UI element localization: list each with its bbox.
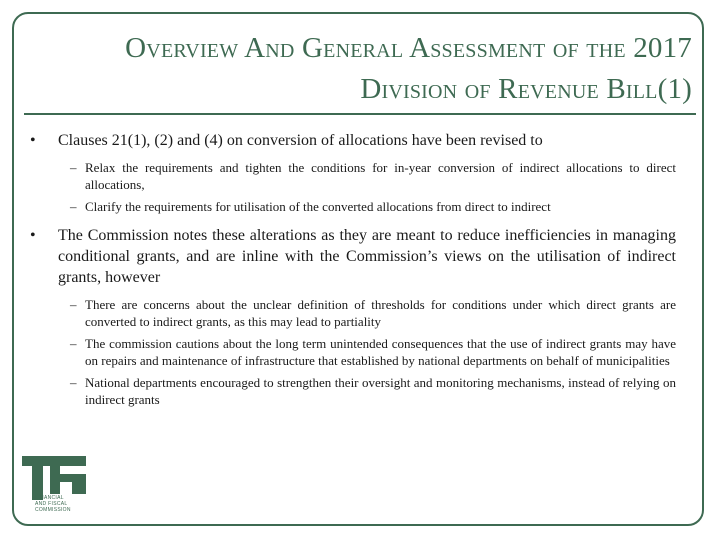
sub-bullet-1-2 <box>28 198 676 215</box>
title-line-1: Overview And General Assessment of the 2017 <box>125 32 692 64</box>
title-divider <box>24 113 696 115</box>
slide-title <box>32 28 692 110</box>
sub-bullet-2-3 <box>28 374 676 408</box>
sub-bullet-2-1-text: There are concerns about the unclear definition of thresholds for conditions under which direct grants are converted to indirect grants, as this may lead to partiality <box>85 297 676 329</box>
dash-marker: – <box>70 199 77 214</box>
sub-bullet-2-2-text: The commission cautions about the long term unintended consequences that the use of indirect grants may have on repairs and maintenance of infrastructure that established by national departments on behalf of municipalities <box>85 336 676 368</box>
bullet-1-text: Clauses 21(1), (2) and (4) on conversion of allocations have been revised to <box>58 132 543 149</box>
ffc-logo <box>20 454 90 532</box>
sub-bullet-2-2 <box>28 335 676 369</box>
dash-marker: – <box>70 336 77 351</box>
bullet-marker: • <box>30 227 36 244</box>
bullet-2 <box>28 225 676 288</box>
logo-line-3: COMMISSION <box>35 507 71 513</box>
sub-bullet-1-1 <box>28 159 676 193</box>
dash-marker: – <box>70 297 77 312</box>
bullet-1 <box>28 130 676 151</box>
dash-marker: – <box>70 160 77 175</box>
slide-body <box>28 130 676 413</box>
dash-marker: – <box>70 375 77 390</box>
sub-bullet-2-3-text: National departments encouraged to strengthen their oversight and monitoring mechanisms, instead of relying on indirect grants <box>85 375 676 407</box>
sub-bullet-1-2-text: Clarify the requirements for utilisation of the converted allocations from direct to indirect <box>85 199 551 214</box>
logo-line-2: AND FISCAL <box>35 501 68 507</box>
sub-bullet-2-1 <box>28 296 676 330</box>
logo-wordmark <box>35 495 71 513</box>
title-line-2: Division of Revenue Bill(1) <box>360 73 692 105</box>
bullet-marker: • <box>30 132 36 149</box>
logo-line-1: FINANCIAL <box>35 495 64 501</box>
sub-bullet-1-1-text: Relax the requirements and tighten the conditions for in-year conversion of indirect allocations to direct allocations, <box>85 160 676 192</box>
bullet-2-text: The Commission notes these alterations as they are meant to reduce inefficiencies in managing conditional grants, and are inline with the Commission’s views on the utilisation of indirect grants, however <box>58 227 676 286</box>
